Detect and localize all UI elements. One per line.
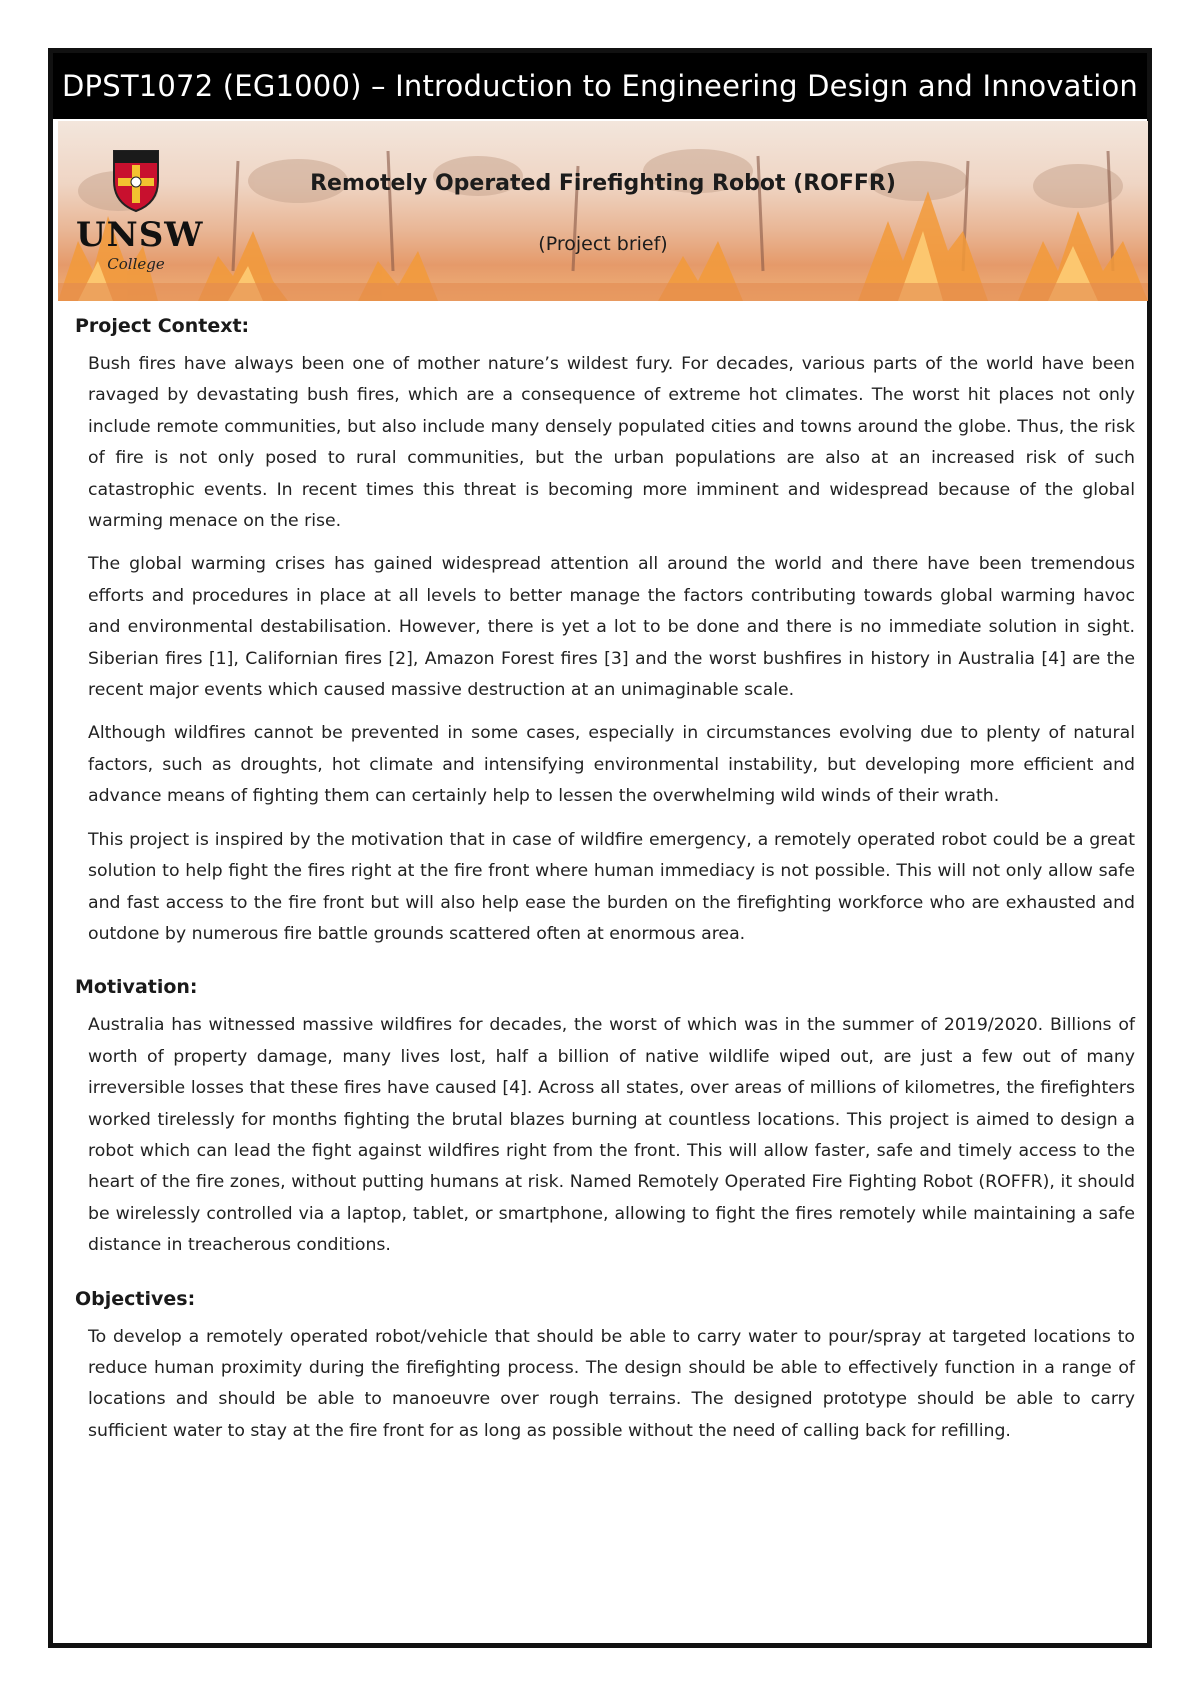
section-heading: Objectives:	[75, 1287, 196, 1310]
paragraph: Although wildfires cannot be prevented in some cases, especially in circumstances evolving due to plenty of natural factors, such as droughts, hot climate and intensifying environmental instability, but developing more efficient and advance means of fighting them can certainly help to lessen the overwhelming wild winds of their wrath.	[88, 723, 1135, 807]
section-heading: Project Context:	[75, 315, 250, 337]
logo-subtext: College	[107, 255, 165, 273]
bushfire-background-image	[58, 121, 1148, 301]
paragraph: Australia has witnessed massive wildfires for decades, the worst of which was in the summer of 2019/2020. Billions of worth of property damage, many lives lost, half a billion of native wildlife wiped out, are just a few out of many irreversible losses that these fires have caused [4]. Across all states, over areas of millions of kilometres, the firefighters worked tirelessly for months fighting the brutal blazes burning at countless locations. This project is aimed to design a robot which can lead the fight against wildfires right from the front. This will allow faster, safe and timely access to the heart of the fire zones, without putting humans at risk. Named Remotely Operated Fire Fighting Robot (ROFFR), it should be wirelessly controlled via a laptop, tablet, or smartphone, allowing to fight the fires remotely while maintaining a safe distance in treacherous conditions.	[88, 1015, 1135, 1256]
project-title: Remotely Operated Firefighting Robot (ROFFR)	[310, 171, 896, 196]
section-objectives	[75, 1288, 1135, 1448]
paragraph: The global warming crises has gained widespread attention all around the world and there have been tremendous efforts and procedures in place at all levels to better manage the factors contributing towards global warming havoc and environmental destabilisation. However, there is yet a lot to be done and there is no immediate solution in sight. Siberian fires [1], Californian fires [2], Amazon Forest fires [3] and the worst bushfires in history in Australia [4] are the recent major events which caused massive destruction at an unimaginable scale.	[88, 554, 1135, 701]
logo-wordmark: UNSW	[76, 215, 204, 255]
section-heading: Motivation:	[75, 976, 198, 999]
project-banner	[58, 121, 1148, 301]
section-project-context	[75, 315, 1135, 950]
paragraph: This project is inspired by the motivation that in case of wildfire emergency, a remotely operated robot could be a great solution to help fight the fires right at the fire front where human immediacy is not possible. This will not only allow safe and fast access to the fire front but will also help ease the burden on the firefighting workforce who are exhausted and outdone by numerous fire battle grounds scattered often at enormous area.	[88, 829, 1135, 944]
page-frame	[48, 48, 1152, 1648]
paragraph: To develop a remotely operated robot/vehicle that should be able to carry water to pour/spray at targeted locations to reduce human proximity during the firefighting process. The design should be able to effectively function in a range of locations and should be able to manoeuvre over rough terrains. The designed prototype should be able to carry sufficient water to stay at the fire front for as long as possible without the need of calling back for refilling.	[88, 1326, 1135, 1441]
unsw-college-logo	[76, 145, 204, 285]
document-body	[75, 315, 1135, 1473]
course-title: DPST1072 (EG1000) – Introduction to Engineering Design and Innovation	[62, 69, 1138, 103]
project-subtitle: (Project brief)	[538, 233, 668, 255]
paragraph: Bush fires have always been one of mother nature’s wildest fury. For decades, various parts of the world have been ravaged by devastating bush fires, which are a consequence of extreme hot climates. The worst hit places not only include remote communities, but also include many densely populated cities and towns around the globe. Thus, the risk of fire is not only posed to rural communities, but the urban populations are also at an increased risk of such catastrophic events. In recent times this threat is becoming more imminent and widespread because of the global warming menace on the rise.	[88, 354, 1135, 532]
course-title-bar	[53, 53, 1147, 119]
section-motivation	[75, 976, 1135, 1261]
